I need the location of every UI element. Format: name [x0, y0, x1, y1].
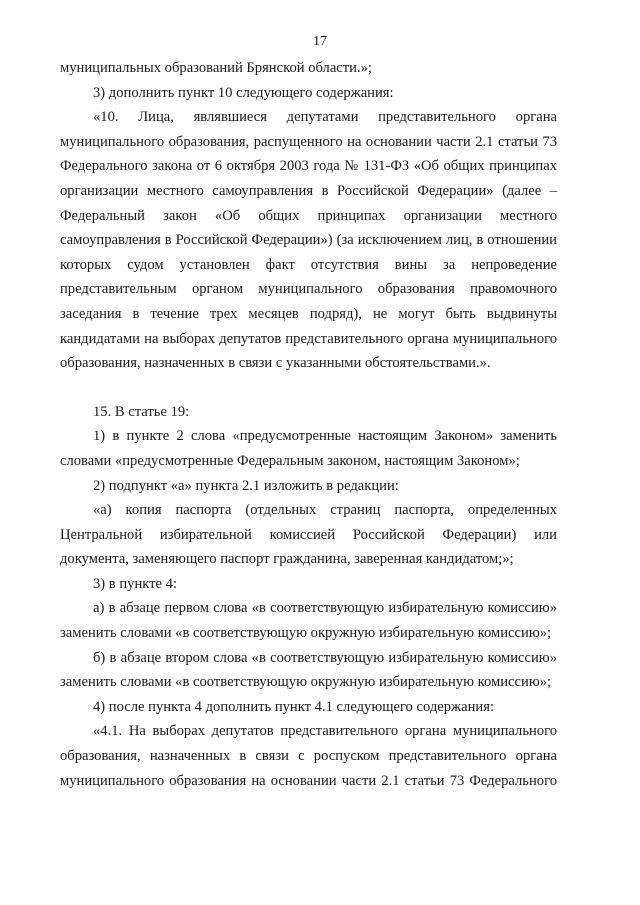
document-body	[60, 56, 557, 793]
paragraph-continuation: муниципальных образований Брянской области.»;	[60, 60, 372, 76]
paragraph-clause-10: «10. Лица, являвшиеся депутатами представительного органа муниципального образования, распущенного на основании части 2.1 статьи 73 Федерального закона от 6 октября 2003 года № 131-ФЗ «Об общих принципах организации местного самоуправления в Российской Федерации» (далее – Федеральный закон «Об общих принципах организации местного самоуправления в Российской Федерации») (за исключением лиц, в отношении которых судом установлен факт отсутствия вины за непроведение представительным органом муниципального образования правомочного заседания в течение трех месяцев подряд), не могут быть выдвинуты кандидатами на выборах депутатов представительного органа муниципального образования, назначенных в связи с указанными обстоятельствами.».	[60, 109, 557, 372]
paragraph-clause-4-1: «4.1. На выборах депутатов представительного органа муниципального образования, назначенных в связи с роспуском представительного органа муниципального образования на основании части 2.1 статьи 73 Федерального	[60, 723, 557, 789]
paragraph-subitem-a-passport: «а) копия паспорта (отдельных страниц паспорта, определенных Центральной избирательной комиссией Российской Федерации) или документа, заменяющего паспорт гражданина, заверенная кандидатом;»;	[60, 502, 557, 568]
paragraph-subitem-b: б) в абзаце втором слова «в соответствующую избирательную комиссию» заменить словами «в соответствующую окружную избирательную комиссию»;	[60, 649, 557, 691]
paragraph-gap	[60, 376, 557, 400]
paragraph-item-2: 2) подпункт «а» пункта 2.1 изложить в редакции:	[93, 477, 399, 494]
paragraph-article-15: 15. В статье 19:	[93, 403, 190, 420]
paragraph-item-3: 3) дополнить пункт 10 следующего содержания:	[93, 84, 394, 101]
paragraph-item-1: 1) в пункте 2 слова «предусмотренные настоящим Законом» заменить словами «предусмотренные Федеральным законом, настоящим Законом»;	[60, 428, 557, 469]
paragraph-subitem-a: а) в абзаце первом слова «в соответствующую избирательную комиссию» заменить словами «в соответствующую окружную избирательную комиссию»;	[60, 600, 557, 642]
paragraph-item-4: 4) после пункта 4 дополнить пункт 4.1 следующего содержания:	[93, 698, 495, 715]
page-number: 17	[313, 34, 327, 49]
paragraph-item-3-point-4: 3) в пункте 4:	[93, 575, 178, 592]
